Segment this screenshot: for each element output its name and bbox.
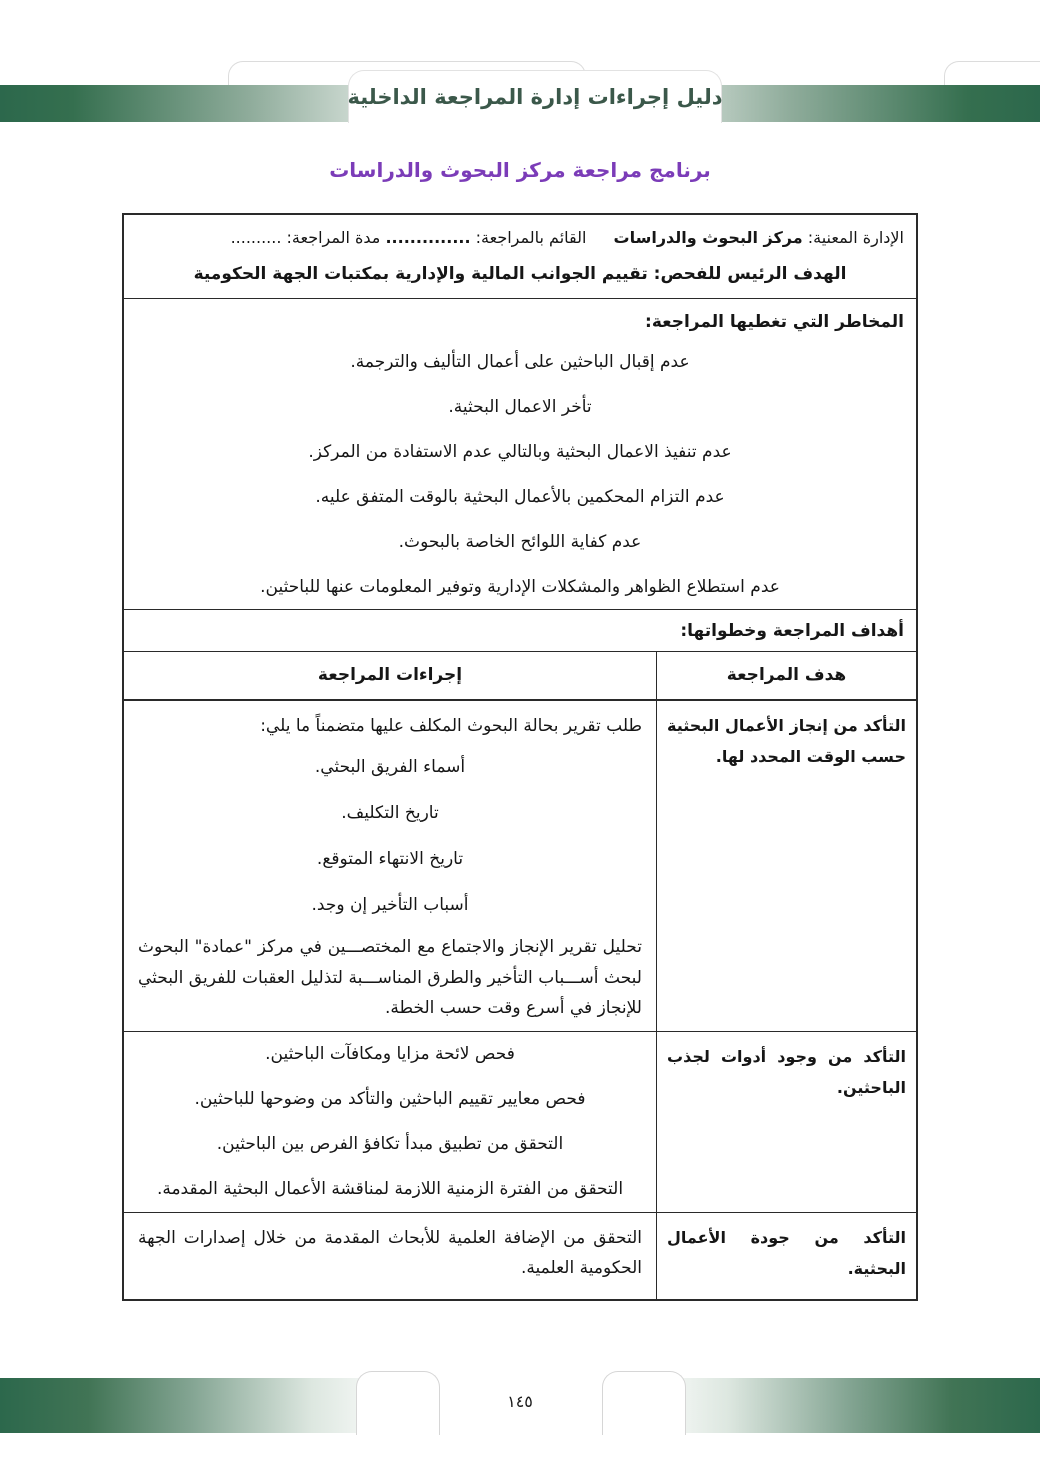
risk-item: عدم كفاية اللوائح الخاصة بالبحوث. <box>398 532 642 552</box>
page-title: برنامج مراجعة مركز البحوث والدراسات <box>329 158 711 182</box>
dept-label: الإدارة المعنية: <box>807 228 904 247</box>
table-row <box>124 1031 916 1212</box>
risk-item: عدم التزام المحكمين بالأعمال البحثية بالوقت المتفق عليه. <box>315 487 725 507</box>
exam-objective-line: الهدف الرئيس للفحص: تقييم الجوانب المالية والإدارية بمكتبات الجهة الحكومية <box>193 264 847 284</box>
auditor-blank: .............. <box>385 228 471 247</box>
duration-blank: .......... <box>230 228 282 247</box>
procedure-intro: طلب تقرير بحالة البحوث المكلف عليها متضمناً ما يلي: <box>260 716 642 736</box>
procedure-item: تاريخ الانتهاء المتوقع. <box>316 849 464 869</box>
procedures-cell <box>124 1032 656 1212</box>
risks-row <box>124 298 916 609</box>
procedures-cell <box>124 1213 656 1299</box>
risk-item: عدم تنفيذ الاعمال البحثية وبالتالي عدم الاستفادة من المركز. <box>308 442 732 462</box>
procedures-cell <box>124 701 656 1031</box>
objective-cell: التأكد من جودة الأعمال البحثية. <box>656 1213 916 1299</box>
procedure-paragraph: التحقق من الإضافة العلمية للأبحاث المقدمة من خلال إصدارات الجهة الحكومية العلمية. <box>138 1228 642 1278</box>
table-row <box>124 1212 916 1299</box>
info-row <box>124 215 916 298</box>
procedure-item: فحص لائحة مزايا ومكافآت الباحثين. <box>265 1044 515 1064</box>
manual-title: دليل إجراءات إدارة المراجعة الداخلية <box>347 85 723 109</box>
risk-item: عدم إقبال الباحثين على أعمال التأليف والترجمة. <box>350 352 690 372</box>
risk-item: تأخر الاعمال البحثية. <box>448 397 592 417</box>
column-header-row <box>124 651 916 699</box>
procedure-item: التحقق من الفترة الزمنية اللازمة لمناقشة الأعمال البحثية المقدمة. <box>156 1179 624 1199</box>
dept-value: مركز البحوث والدراسات <box>613 228 803 247</box>
objectives-steps-row <box>124 609 916 651</box>
header-title-tab <box>348 70 722 123</box>
audit-program-table <box>122 213 918 1301</box>
procedure-item: أسباب التأخير إن وجد. <box>311 895 469 915</box>
objective-cell: التأكد من إنجاز الأعمال البحثية حسب الوقت المحدد لها. <box>656 701 916 1031</box>
risks-heading: المخاطر التي تغطيها المراجعة: <box>645 312 904 332</box>
info-line <box>136 222 904 254</box>
procedure-item: تاريخ التكليف. <box>341 803 439 823</box>
procedure-item: التحقق من تطبيق مبدأ تكافؤ الفرص بين الباحثين. <box>216 1134 564 1154</box>
procedure-item: أسماء الفريق البحثي. <box>314 757 466 777</box>
column-header-procedures: إجراءات المراجعة <box>317 665 463 686</box>
risk-item: عدم استطلاع الظواهر والمشكلات الإدارية وتوفير المعلومات عنها للباحثين. <box>260 577 780 597</box>
duration-label: مدة المراجعة: <box>286 228 381 247</box>
procedure-item: فحص معايير تقييم الباحثين والتأكد من وضوحها للباحثين. <box>194 1089 586 1109</box>
auditor-label: القائم بالمراجعة: <box>475 228 587 247</box>
procedure-paragraph: تحليل تقرير الإنجاز والاجتماع مع المختصـــين في مركز "عمادة" البحوث لبحث أســـباب التأخير والطرق المناســـبة لتذليل العقبات للفريق البحثي للإنجاز في أسرع وقت حسب الخطة. <box>138 937 642 1019</box>
objectives-steps-heading: أهداف المراجعة وخطواتها: <box>680 620 904 641</box>
objective-cell: التأكد من وجود أدوات لجذب الباحثين. <box>656 1032 916 1212</box>
table-row <box>124 699 916 1031</box>
column-header-objective: هدف المراجعة <box>656 652 916 699</box>
page-number: ١٤٥ <box>507 1392 533 1411</box>
